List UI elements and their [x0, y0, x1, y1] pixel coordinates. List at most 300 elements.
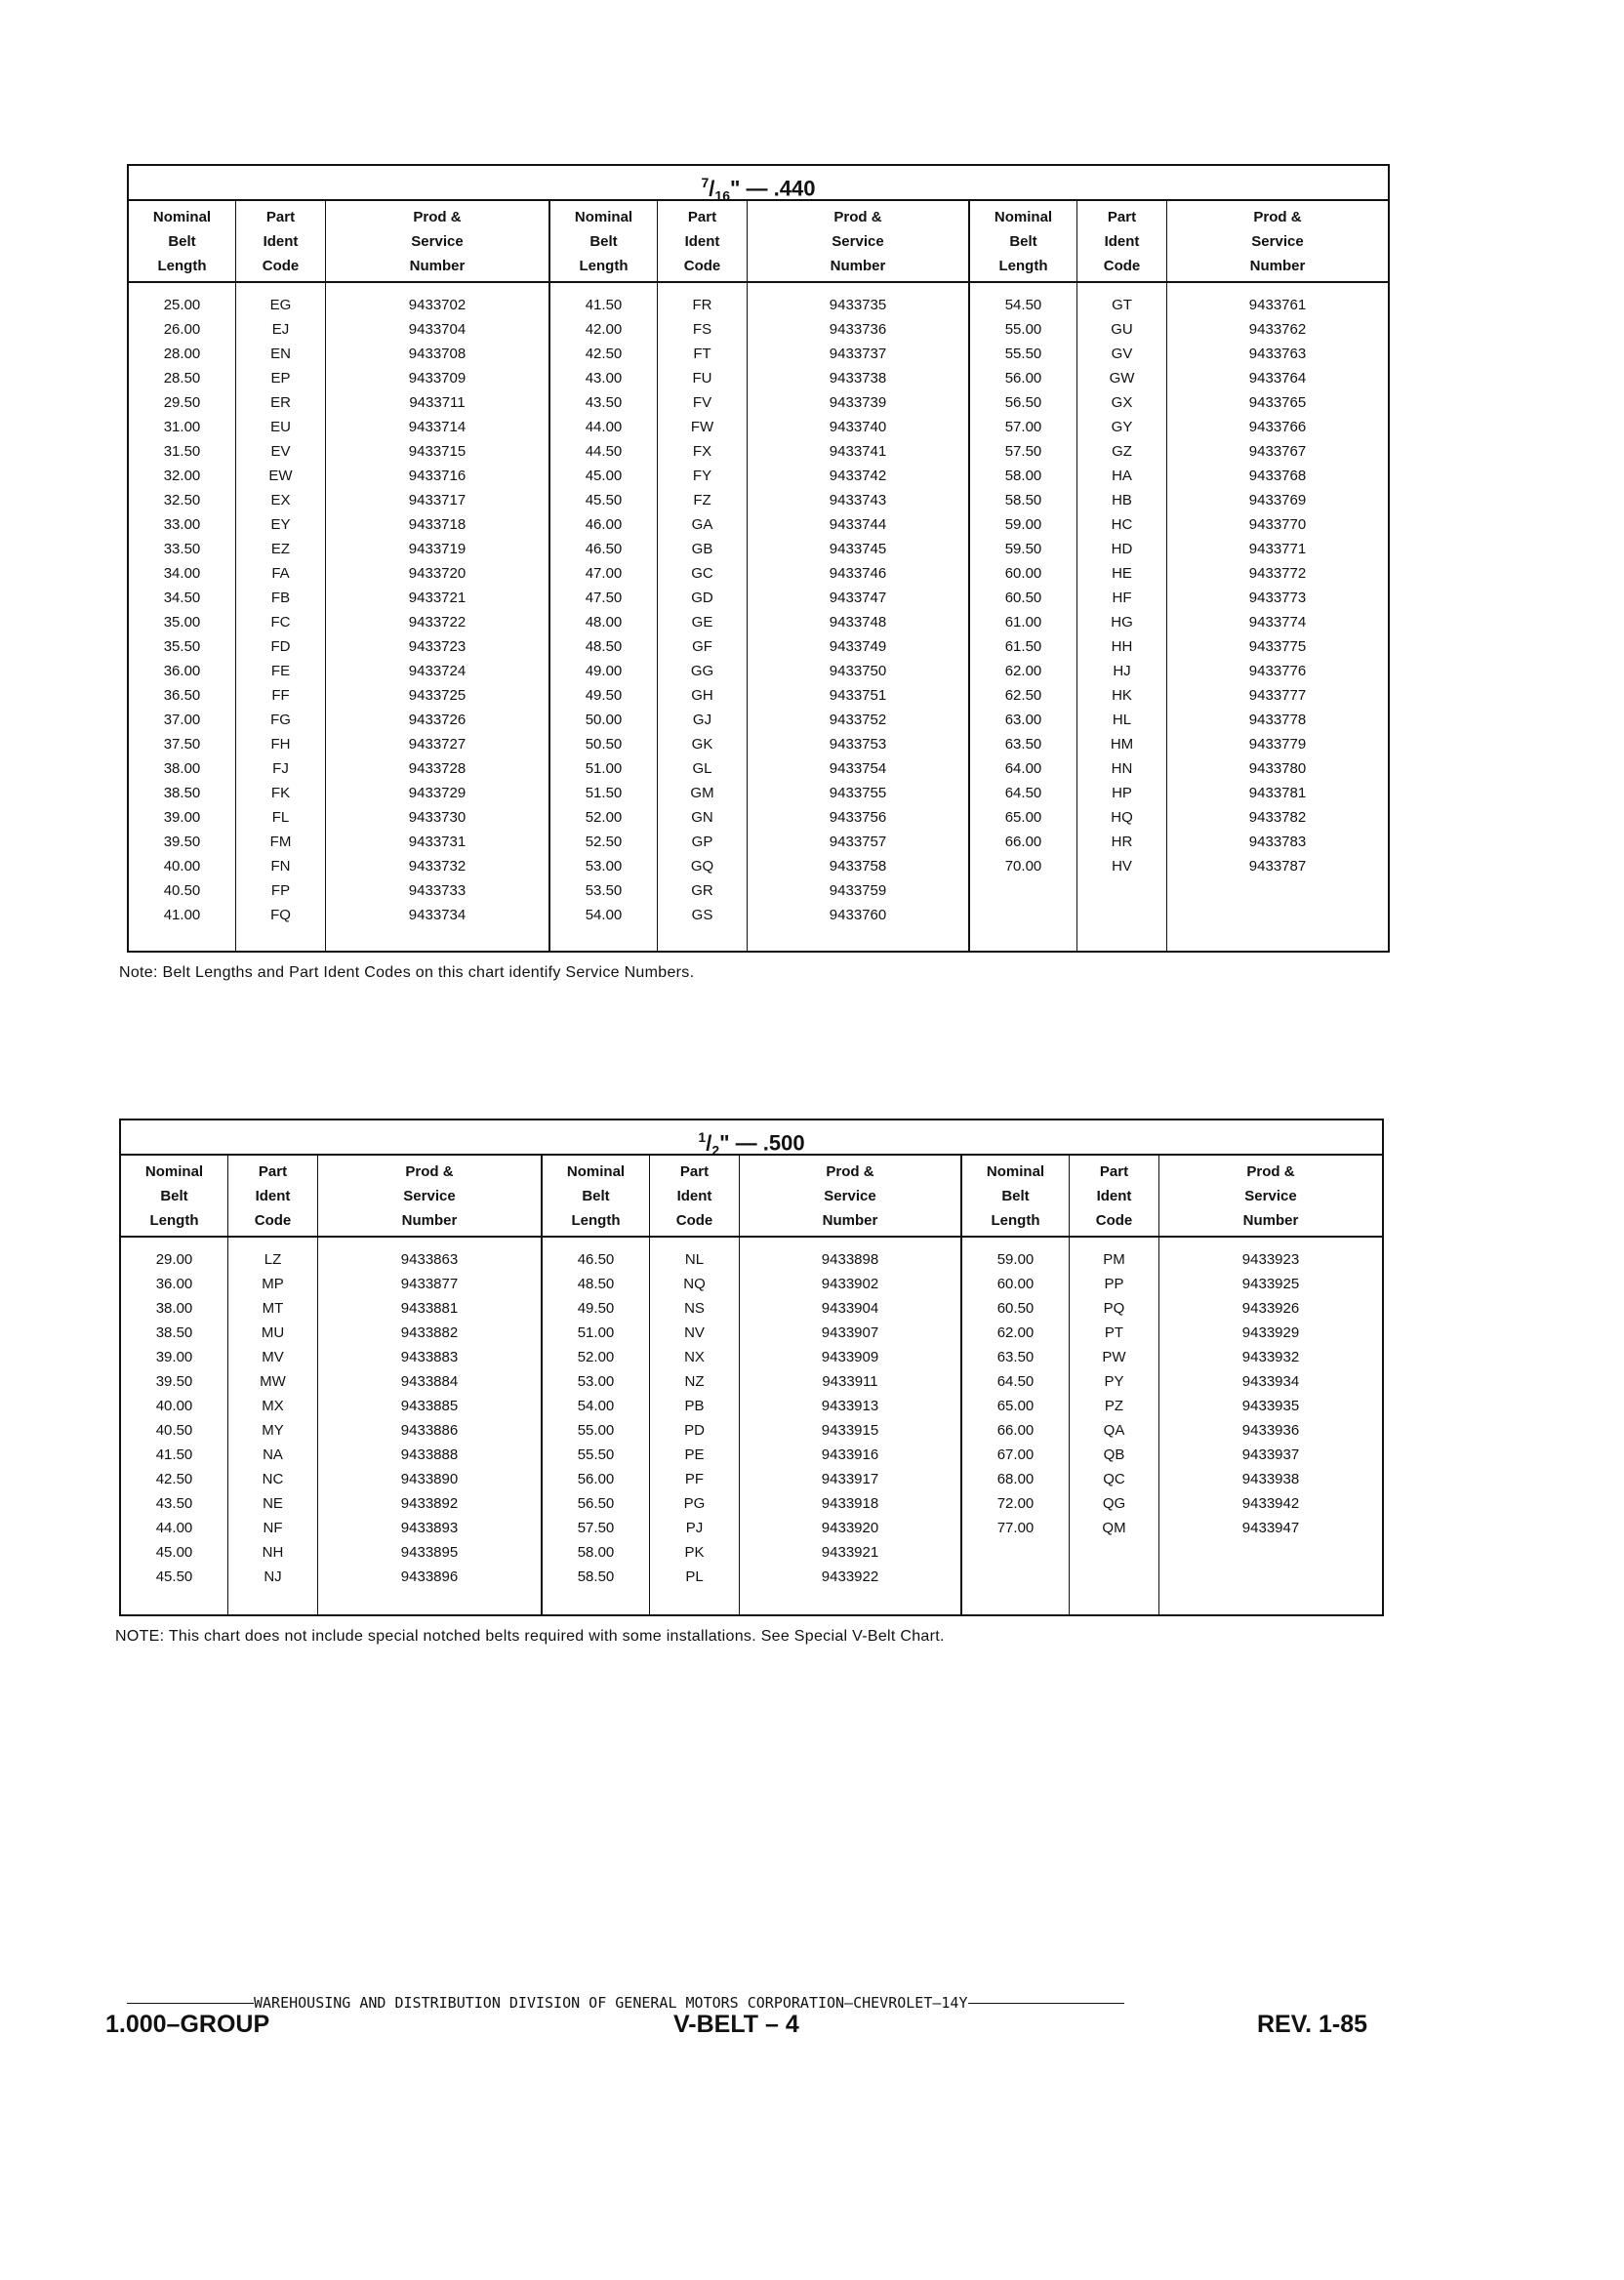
part-ident-code: HJ	[1113, 663, 1131, 679]
service-number: 9433893	[400, 1520, 459, 1536]
part-ident-code: PD	[684, 1422, 705, 1439]
part-ident-code: HQ	[1111, 809, 1133, 826]
nominal-belt-length: 33.50	[163, 541, 201, 557]
service-number: 9433902	[821, 1276, 879, 1292]
nominal-belt-length: 31.00	[163, 419, 201, 435]
service-number: 9433909	[821, 1349, 879, 1365]
nominal-belt-length: 42.50	[155, 1471, 193, 1487]
nominal-belt-length: 46.50	[585, 541, 623, 557]
service-number: 9433730	[408, 809, 467, 826]
service-number: 9433741	[829, 443, 887, 460]
part-ident-code: HV	[1112, 858, 1132, 875]
title-numerator: 1	[698, 1129, 707, 1145]
header-text: Part	[258, 1162, 288, 1180]
header-c3	[740, 1156, 960, 1236]
nominal-belt-length: 54.00	[577, 1398, 615, 1414]
service-number: 9433720	[408, 565, 467, 582]
part-ident-code: PG	[683, 1495, 706, 1512]
part-ident-code: GV	[1111, 346, 1133, 362]
service-number: 9433925	[1241, 1276, 1300, 1292]
part-ident-code: GX	[1111, 394, 1133, 411]
nominal-belt-length: 70.00	[1004, 858, 1042, 875]
header-text: Number	[401, 1211, 458, 1229]
part-ident-code: HR	[1111, 834, 1133, 850]
header-c3	[748, 201, 968, 281]
part-ident-code: FP	[270, 882, 291, 899]
nominal-belt-length: 39.50	[155, 1373, 193, 1390]
nominal-belt-length: 65.00	[996, 1398, 1035, 1414]
service-number: 9433702	[408, 297, 467, 313]
part-ident-code: LZ	[264, 1251, 282, 1268]
nominal-belt-length: 49.50	[577, 1300, 615, 1317]
header-c2	[236, 201, 326, 281]
part-ident-code: PL	[685, 1568, 704, 1585]
nominal-belt-length: 49.00	[585, 663, 623, 679]
service-number: 9433766	[1248, 419, 1307, 435]
service-number: 9433761	[1248, 297, 1307, 313]
nominal-belt-length: 77.00	[996, 1520, 1035, 1536]
nominal-belt-length: 55.00	[1004, 321, 1042, 338]
part-ident-code: GC	[691, 565, 713, 582]
header-text: Belt	[589, 232, 618, 250]
service-number: 9433771	[1248, 541, 1307, 557]
header-text: Nominal	[152, 208, 212, 225]
nominal-belt-length: 43.00	[585, 370, 623, 387]
header-text: Length	[149, 1211, 199, 1229]
header-text: Number	[1249, 257, 1306, 274]
header-text: Length	[157, 257, 207, 274]
service-number: 9433917	[821, 1471, 879, 1487]
service-number: 9433779	[1248, 736, 1307, 753]
header-c2	[650, 1156, 740, 1236]
part-ident-code: PW	[1102, 1349, 1126, 1365]
service-number: 9433929	[1241, 1324, 1300, 1341]
part-ident-code: GB	[691, 541, 713, 557]
header-text: Belt	[582, 1187, 610, 1204]
column-header-row	[970, 201, 1388, 283]
title-numerator: 7	[701, 175, 710, 190]
part-ident-code: MY	[262, 1422, 284, 1439]
header-text: Nominal	[994, 208, 1053, 225]
service-number: 9433753	[829, 736, 887, 753]
nominal-belt-length: 51.00	[585, 760, 623, 777]
service-number: 9433711	[409, 394, 466, 411]
service-number: 9433739	[829, 394, 887, 411]
nominal-belt-length: 43.50	[155, 1495, 193, 1512]
service-number: 9433913	[821, 1398, 879, 1414]
nominal-belt-length: 39.00	[155, 1349, 193, 1365]
part-ident-code: EN	[270, 346, 291, 362]
part-ident-code: FW	[690, 419, 714, 435]
header-text: Service	[411, 232, 464, 250]
nominal-belt-length: 35.00	[163, 614, 201, 631]
part-ident-code: FG	[270, 712, 291, 728]
column-header-row	[543, 1156, 960, 1238]
part-ident-code-column	[1070, 1238, 1159, 1616]
belt-chart-1-2	[119, 1119, 1384, 1616]
header-text: Nominal	[574, 208, 633, 225]
part-ident-code-column	[658, 283, 748, 953]
service-number: 9433769	[1248, 492, 1307, 509]
part-ident-code: HA	[1112, 468, 1132, 484]
service-number: 9433709	[408, 370, 467, 387]
service-number: 9433764	[1248, 370, 1307, 387]
nominal-belt-length: 36.50	[163, 687, 201, 704]
nominal-belt-length: 60.00	[996, 1276, 1035, 1292]
part-ident-code: FN	[270, 858, 291, 875]
service-number: 9433750	[829, 663, 887, 679]
header-text: Service	[824, 1187, 876, 1204]
nominal-belt-length: 44.00	[585, 419, 623, 435]
nominal-belt-length: 38.00	[163, 760, 201, 777]
header-c1	[121, 1156, 228, 1236]
header-text: Nominal	[986, 1162, 1045, 1180]
header-c2	[1077, 201, 1167, 281]
part-ident-code: EX	[270, 492, 291, 509]
nominal-belt-length: 48.50	[577, 1276, 615, 1292]
part-ident-code: GM	[690, 785, 714, 801]
header-c1	[129, 201, 236, 281]
nominal-belt-length: 65.00	[1004, 809, 1042, 826]
header-text: Code	[1103, 257, 1141, 274]
part-ident-code: GK	[691, 736, 713, 753]
service-number: 9433932	[1241, 1349, 1300, 1365]
service-number: 9433896	[400, 1568, 459, 1585]
service-number: 9433714	[408, 419, 467, 435]
service-number: 9433888	[400, 1446, 459, 1463]
header-text: Prod &	[833, 208, 882, 225]
part-ident-code: NA	[263, 1446, 283, 1463]
service-number: 9433942	[1241, 1495, 1300, 1512]
header-text: Number	[822, 1211, 878, 1229]
column-header-row	[129, 201, 548, 283]
nominal-belt-length: 55.00	[577, 1422, 615, 1439]
nominal-belt-length: 52.50	[585, 834, 623, 850]
service-number: 9433780	[1248, 760, 1307, 777]
header-text: Ident	[684, 232, 720, 250]
part-ident-code: PB	[684, 1398, 705, 1414]
column-group-1	[129, 201, 548, 953]
service-number: 9433926	[1241, 1300, 1300, 1317]
nominal-belt-length: 50.50	[585, 736, 623, 753]
service-number: 9433904	[821, 1300, 879, 1317]
part-ident-code: MU	[261, 1324, 285, 1341]
part-ident-code: FU	[692, 370, 712, 387]
service-number: 9433776	[1248, 663, 1307, 679]
header-text: Belt	[168, 232, 196, 250]
nominal-belt-length: 28.00	[163, 346, 201, 362]
nominal-belt-length: 53.50	[585, 882, 623, 899]
nominal-belt-length: 25.00	[163, 297, 201, 313]
service-number: 9433749	[829, 638, 887, 655]
nominal-belt-length: 43.50	[585, 394, 623, 411]
header-text: Ident	[255, 1187, 291, 1204]
service-number: 9433717	[408, 492, 467, 509]
belt-chart-7-16	[127, 164, 1390, 953]
nominal-belt-length: 62.50	[1004, 687, 1042, 704]
nominal-belt-length-column	[543, 1238, 650, 1616]
header-text: Length	[998, 257, 1048, 274]
part-ident-code-column	[650, 1238, 740, 1616]
part-ident-code: EZ	[270, 541, 291, 557]
nominal-belt-length: 34.00	[163, 565, 201, 582]
nominal-belt-length: 61.50	[1004, 638, 1042, 655]
nominal-belt-length: 57.00	[1004, 419, 1042, 435]
nominal-belt-length-column	[970, 283, 1077, 953]
nominal-belt-length: 47.00	[585, 565, 623, 582]
nominal-belt-length: 41.50	[585, 297, 623, 313]
part-ident-code: NV	[684, 1324, 705, 1341]
service-number: 9433938	[1241, 1471, 1300, 1487]
header-text: Prod &	[1246, 1162, 1295, 1180]
part-ident-code: FY	[692, 468, 712, 484]
part-ident-code: QB	[1103, 1446, 1125, 1463]
part-ident-code: FH	[270, 736, 291, 753]
header-text: Prod &	[405, 1162, 454, 1180]
service-number: 9433719	[408, 541, 467, 557]
header-text: Ident	[1104, 232, 1140, 250]
header-text: Part	[265, 208, 296, 225]
service-number: 9433765	[1248, 394, 1307, 411]
header-text: Service	[1244, 1187, 1297, 1204]
nominal-belt-length: 66.00	[1004, 834, 1042, 850]
part-ident-code: NE	[263, 1495, 283, 1512]
part-ident-code: GW	[1109, 370, 1135, 387]
part-ident-code: FJ	[272, 760, 289, 777]
nominal-belt-length: 31.50	[163, 443, 201, 460]
service-number: 9433708	[408, 346, 467, 362]
nominal-belt-length: 37.50	[163, 736, 201, 753]
part-ident-code: FS	[692, 321, 712, 338]
service-number: 9433743	[829, 492, 887, 509]
nominal-belt-length: 59.00	[996, 1251, 1035, 1268]
column-header-row	[550, 201, 968, 283]
header-text: Prod &	[413, 208, 462, 225]
service-number: 9433772	[1248, 565, 1307, 582]
part-ident-code: PM	[1103, 1251, 1125, 1268]
service-number: 9433885	[400, 1398, 459, 1414]
service-number: 9433895	[400, 1544, 459, 1561]
part-ident-code: PJ	[685, 1520, 704, 1536]
footer-section: V-BELT – 4	[673, 2011, 799, 2038]
service-number: 9433922	[821, 1568, 879, 1585]
footer-rev: REV. 1-85	[1257, 2011, 1368, 2038]
service-number-column	[1167, 283, 1388, 953]
part-ident-code: HL	[1112, 712, 1132, 728]
title-rest: " — .440	[730, 176, 816, 201]
nominal-belt-length: 66.00	[996, 1422, 1035, 1439]
part-ident-code: HC	[1111, 516, 1133, 533]
service-number: 9433934	[1241, 1373, 1300, 1390]
nominal-belt-length: 59.50	[1004, 541, 1042, 557]
header-c1	[550, 201, 658, 281]
header-text: Part	[679, 1162, 710, 1180]
service-number: 9433782	[1248, 809, 1307, 826]
part-ident-code: FR	[692, 297, 712, 313]
service-number: 9433760	[829, 907, 887, 923]
service-number-column	[326, 283, 548, 953]
service-number: 9433737	[829, 346, 887, 362]
service-number: 9433727	[408, 736, 467, 753]
part-ident-code: EJ	[271, 321, 290, 338]
nominal-belt-length: 29.00	[155, 1251, 193, 1268]
part-ident-code: NL	[684, 1251, 705, 1268]
nominal-belt-length: 26.00	[163, 321, 201, 338]
nominal-belt-length: 42.50	[585, 346, 623, 362]
header-text: Ident	[263, 232, 299, 250]
part-ident-code: QA	[1103, 1422, 1125, 1439]
header-text: Service	[832, 232, 884, 250]
service-number: 9433911	[822, 1373, 878, 1390]
service-number: 9433725	[408, 687, 467, 704]
part-ident-code: GZ	[1112, 443, 1132, 460]
nominal-belt-length: 48.00	[585, 614, 623, 631]
service-number: 9433947	[1241, 1520, 1300, 1536]
nominal-belt-length: 39.00	[163, 809, 201, 826]
nominal-belt-length: 60.00	[1004, 565, 1042, 582]
service-number: 9433740	[829, 419, 887, 435]
part-ident-code: FZ	[693, 492, 711, 509]
service-number: 9433907	[821, 1324, 879, 1341]
service-number: 9433763	[1248, 346, 1307, 362]
header-text: Code	[675, 1211, 713, 1229]
nominal-belt-length: 56.50	[577, 1495, 615, 1512]
header-text: Belt	[1001, 1187, 1030, 1204]
part-ident-code: HF	[1112, 590, 1132, 606]
nominal-belt-length: 40.00	[163, 858, 201, 875]
service-number: 9433787	[1248, 858, 1307, 875]
nominal-belt-length: 53.00	[577, 1373, 615, 1390]
part-ident-code: MX	[262, 1398, 284, 1414]
header-c3	[1159, 1156, 1382, 1236]
service-number: 9433752	[829, 712, 887, 728]
nominal-belt-length-column	[550, 283, 658, 953]
service-number: 9433728	[408, 760, 467, 777]
nominal-belt-length-column	[129, 283, 236, 953]
part-ident-code: EY	[270, 516, 291, 533]
header-text: Part	[1107, 208, 1137, 225]
service-number-column	[318, 1238, 541, 1616]
nominal-belt-length: 45.00	[155, 1544, 193, 1561]
nominal-belt-length: 49.50	[585, 687, 623, 704]
part-ident-code: HB	[1112, 492, 1132, 509]
service-number: 9433747	[829, 590, 887, 606]
header-text: Code	[254, 1211, 292, 1229]
service-number: 9433731	[408, 834, 467, 850]
part-ident-code: PE	[684, 1446, 705, 1463]
nominal-belt-length: 53.00	[585, 858, 623, 875]
part-ident-code: EU	[270, 419, 291, 435]
nominal-belt-length: 68.00	[996, 1471, 1035, 1487]
nominal-belt-length: 34.50	[163, 590, 201, 606]
part-ident-code: EG	[269, 297, 292, 313]
part-ident-code: PK	[684, 1544, 705, 1561]
service-number: 9433757	[829, 834, 887, 850]
part-ident-code: EW	[268, 468, 293, 484]
service-number: 9433937	[1241, 1446, 1300, 1463]
header-c2	[1070, 1156, 1159, 1236]
nominal-belt-length: 57.50	[577, 1520, 615, 1536]
nominal-belt-length: 41.00	[163, 907, 201, 923]
service-number: 9433898	[821, 1251, 879, 1268]
service-number: 9433745	[829, 541, 887, 557]
header-c2	[228, 1156, 318, 1236]
nominal-belt-length: 48.50	[585, 638, 623, 655]
service-number: 9433704	[408, 321, 467, 338]
service-number: 9433738	[829, 370, 887, 387]
footer-division: WAREHOUSING AND DISTRIBUTION DIVISION OF GENERAL MOTORS CORPORATION–CHEVROLET–14Y	[254, 1994, 968, 2012]
nominal-belt-length: 35.50	[163, 638, 201, 655]
service-number: 9433755	[829, 785, 887, 801]
nominal-belt-length: 40.00	[155, 1398, 193, 1414]
nominal-belt-length: 45.00	[585, 468, 623, 484]
nominal-belt-length: 57.50	[1004, 443, 1042, 460]
part-ident-code: FD	[270, 638, 291, 655]
header-text: Part	[687, 208, 717, 225]
part-ident-code: ER	[270, 394, 291, 411]
nominal-belt-length: 40.50	[163, 882, 201, 899]
part-ident-code: GJ	[692, 712, 712, 728]
part-ident-code: FM	[269, 834, 292, 850]
service-number: 9433736	[829, 321, 887, 338]
nominal-belt-length: 67.00	[996, 1446, 1035, 1463]
nominal-belt-length: 38.50	[155, 1324, 193, 1341]
part-ident-code: HK	[1112, 687, 1132, 704]
part-ident-code: PP	[1104, 1276, 1124, 1292]
nominal-belt-length: 38.00	[155, 1300, 193, 1317]
nominal-belt-length: 51.50	[585, 785, 623, 801]
nominal-belt-length: 54.50	[1004, 297, 1042, 313]
part-ident-code: FK	[270, 785, 291, 801]
service-number: 9433729	[408, 785, 467, 801]
service-number: 9433733	[408, 882, 467, 899]
chart-title: $^1/_2$" — .500	[121, 1120, 1382, 1156]
header-text: Code	[1095, 1211, 1133, 1229]
service-number: 9433742	[829, 468, 887, 484]
part-ident-code: HP	[1112, 785, 1132, 801]
part-ident-code: QM	[1102, 1520, 1126, 1536]
nominal-belt-length: 59.00	[1004, 516, 1042, 533]
part-ident-code: PY	[1104, 1373, 1124, 1390]
part-ident-code: FQ	[270, 907, 291, 923]
part-ident-code: GR	[691, 882, 713, 899]
service-number: 9433915	[821, 1422, 879, 1439]
part-ident-code: MV	[262, 1349, 284, 1365]
nominal-belt-length: 38.50	[163, 785, 201, 801]
part-ident-code: PZ	[1104, 1398, 1124, 1414]
nominal-belt-length: 32.50	[163, 492, 201, 509]
nominal-belt-length: 29.50	[163, 394, 201, 411]
part-ident-code: FV	[692, 394, 712, 411]
service-number: 9433886	[400, 1422, 459, 1439]
service-number: 9433734	[408, 907, 467, 923]
header-text: Code	[683, 257, 721, 274]
service-number: 9433726	[408, 712, 467, 728]
column-header-row	[962, 1156, 1382, 1238]
service-number: 9433744	[829, 516, 887, 533]
part-ident-code: GH	[691, 687, 713, 704]
nominal-belt-length: 58.50	[577, 1568, 615, 1585]
part-ident-code: GD	[691, 590, 713, 606]
title-denominator: 2	[711, 1142, 720, 1159]
nominal-belt-length: 63.50	[1004, 736, 1042, 753]
header-text: Service	[403, 1187, 456, 1204]
service-number: 9433935	[1241, 1398, 1300, 1414]
part-ident-code-column	[1077, 283, 1167, 953]
nominal-belt-length: 64.50	[996, 1373, 1035, 1390]
service-number: 9433751	[829, 687, 887, 704]
part-ident-code: QG	[1102, 1495, 1126, 1512]
